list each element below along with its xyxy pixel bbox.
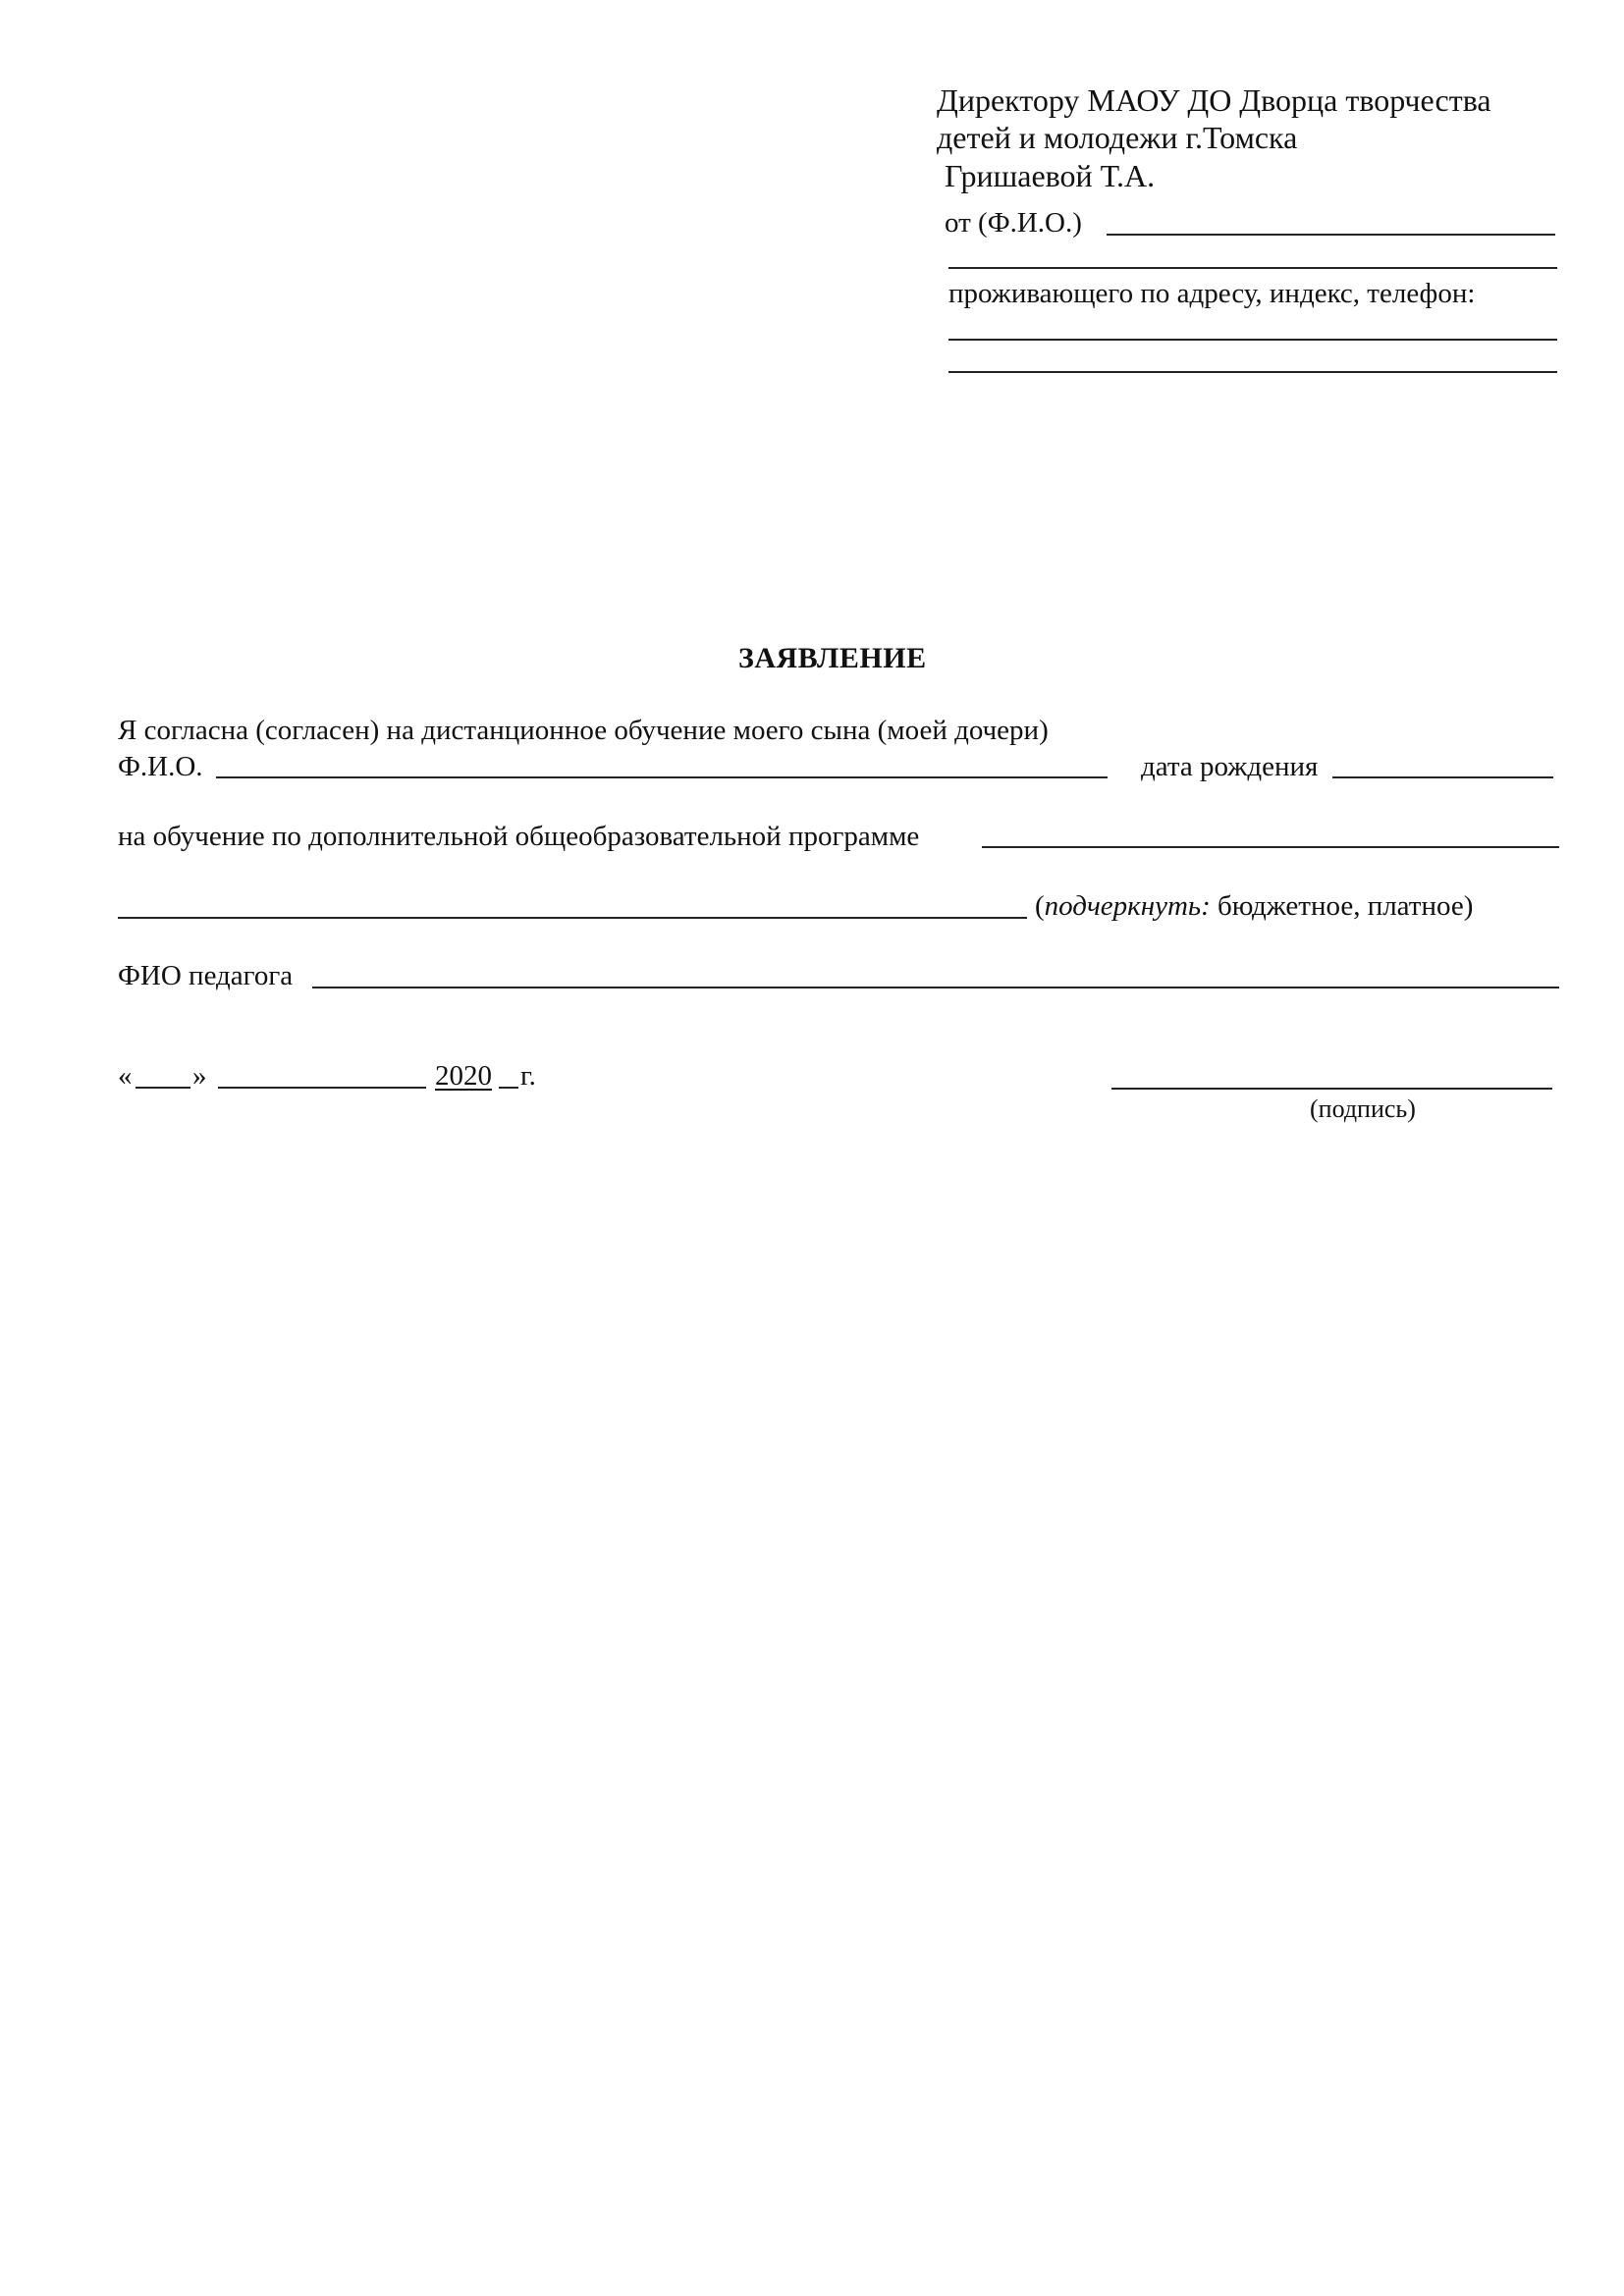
signature-line[interactable] bbox=[1111, 1088, 1552, 1090]
addressee-line-1: Директору МАОУ ДО Дворца творчества bbox=[937, 82, 1491, 118]
address-label: проживающего по адресу, индекс, телефон: bbox=[948, 278, 1476, 309]
birth-date-line[interactable] bbox=[1332, 776, 1553, 778]
date-day-line[interactable] bbox=[135, 1087, 190, 1089]
address-line-1[interactable] bbox=[948, 339, 1557, 341]
date-month-line[interactable] bbox=[218, 1087, 426, 1089]
funding-note bbox=[1035, 892, 1473, 921]
date-quote-close: » bbox=[192, 1060, 207, 1092]
program-line-1[interactable] bbox=[982, 846, 1559, 848]
funding-options[interactable]: бюджетное, платное) bbox=[1218, 890, 1474, 922]
document-title: ЗАЯВЛЕНИЕ bbox=[738, 642, 927, 674]
date-year-suffix-line[interactable] bbox=[499, 1087, 518, 1089]
program-line-2[interactable] bbox=[118, 917, 1027, 919]
teacher-label: ФИО педагога bbox=[118, 960, 294, 991]
date-year-suffix: г. bbox=[520, 1060, 536, 1092]
date-quote-open: « bbox=[118, 1060, 133, 1092]
program-label: на обучение по дополнительной общеобразовательной программе bbox=[118, 821, 920, 852]
child-name-line[interactable] bbox=[216, 776, 1108, 778]
address-line-2[interactable] bbox=[948, 371, 1557, 373]
teacher-name-line[interactable] bbox=[312, 987, 1559, 988]
from-name-line[interactable] bbox=[1107, 234, 1555, 236]
consent-text: Я согласна (согласен) на дистанционное обучение моего сына (моей дочери) bbox=[118, 715, 1049, 746]
addressee-line-2: детей и молодежи г.Томска bbox=[937, 120, 1298, 155]
funding-open-paren: ( bbox=[1035, 890, 1045, 922]
birth-date-label: дата рождения bbox=[1141, 751, 1319, 782]
addressee-line-3: Гришаевой Т.А. bbox=[945, 158, 1156, 193]
signature-label: (подпись) bbox=[1310, 1095, 1416, 1123]
date-year: 2020 bbox=[435, 1060, 492, 1092]
from-label: от (Ф.И.О.) bbox=[945, 207, 1082, 239]
from-name-line-2[interactable] bbox=[948, 267, 1557, 269]
underline-hint: подчеркнуть: bbox=[1044, 890, 1211, 922]
child-name-label: Ф.И.О. bbox=[118, 751, 203, 782]
